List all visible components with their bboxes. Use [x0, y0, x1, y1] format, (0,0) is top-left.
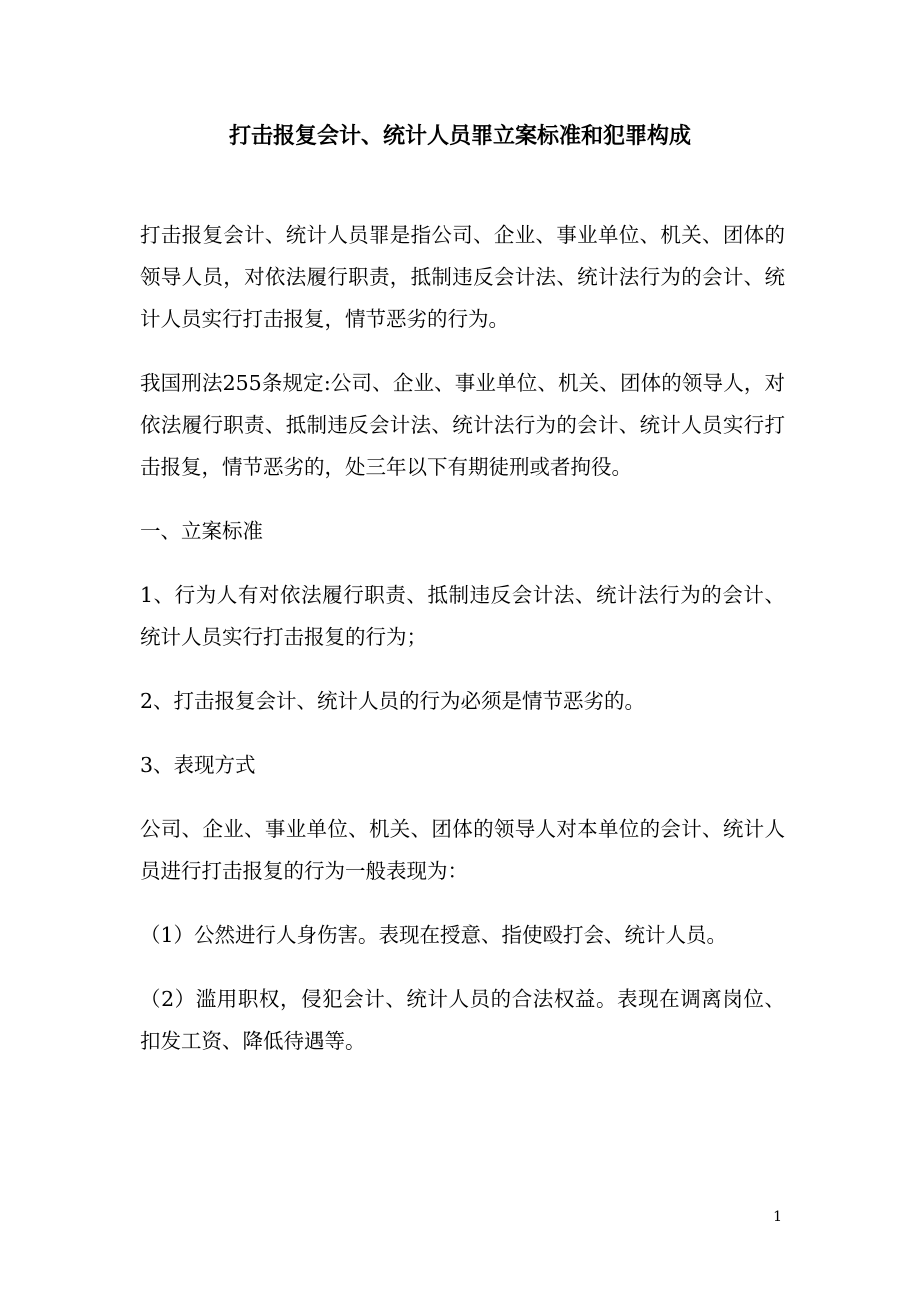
list-item-3: 3、表现方式 — [140, 753, 256, 777]
list-item-2: 2、打击报复会计、统计人员的行为必须是情节恶劣的。 — [140, 689, 646, 713]
sub-item-2: （2）滥用职权，侵犯会计、统计人员的合法权益。表现在调离岗位、扣发工资、降低待遇等。 — [140, 987, 785, 1053]
page-number: 1 — [773, 1209, 782, 1225]
document-title: 打击报复会计、统计人员罪立案标准和犯罪构成 — [228, 123, 691, 149]
document-body — [140, 214, 785, 1084]
list-item-1: 1、行为人有对依法履行职责、抵制违反会计法、统计法行为的会计、统计人员实行打击报复的行为； — [140, 583, 785, 649]
sub-item-1: （1）公然进行人身伤害。表现在授意、指使殴打会、统计人员。 — [140, 923, 728, 947]
section-heading-filing-standard: 一、立案标准 — [140, 519, 263, 543]
paragraph-criminal-law-article: 我国刑法255条规定:公司、企业、事业单位、机关、团体的领导人，对依法履行职责、抵制违反会计法、统计法行为的会计、统计人员实行打击报复，情节恶劣的，处三年以下有期徒刑或者拘役。 — [140, 371, 785, 479]
paragraph-definition: 打击报复会计、统计人员罪是指公司、企业、事业单位、机关、团体的领导人员，对依法履行职责，抵制违反会计法、统计法行为的会计、统计人员实行打击报复，情节恶劣的行为。 — [140, 223, 785, 331]
paragraph-manifestations: 公司、企业、事业单位、机关、团体的领导人对本单位的会计、统计人员进行打击报复的行为一般表现为： — [140, 817, 785, 883]
